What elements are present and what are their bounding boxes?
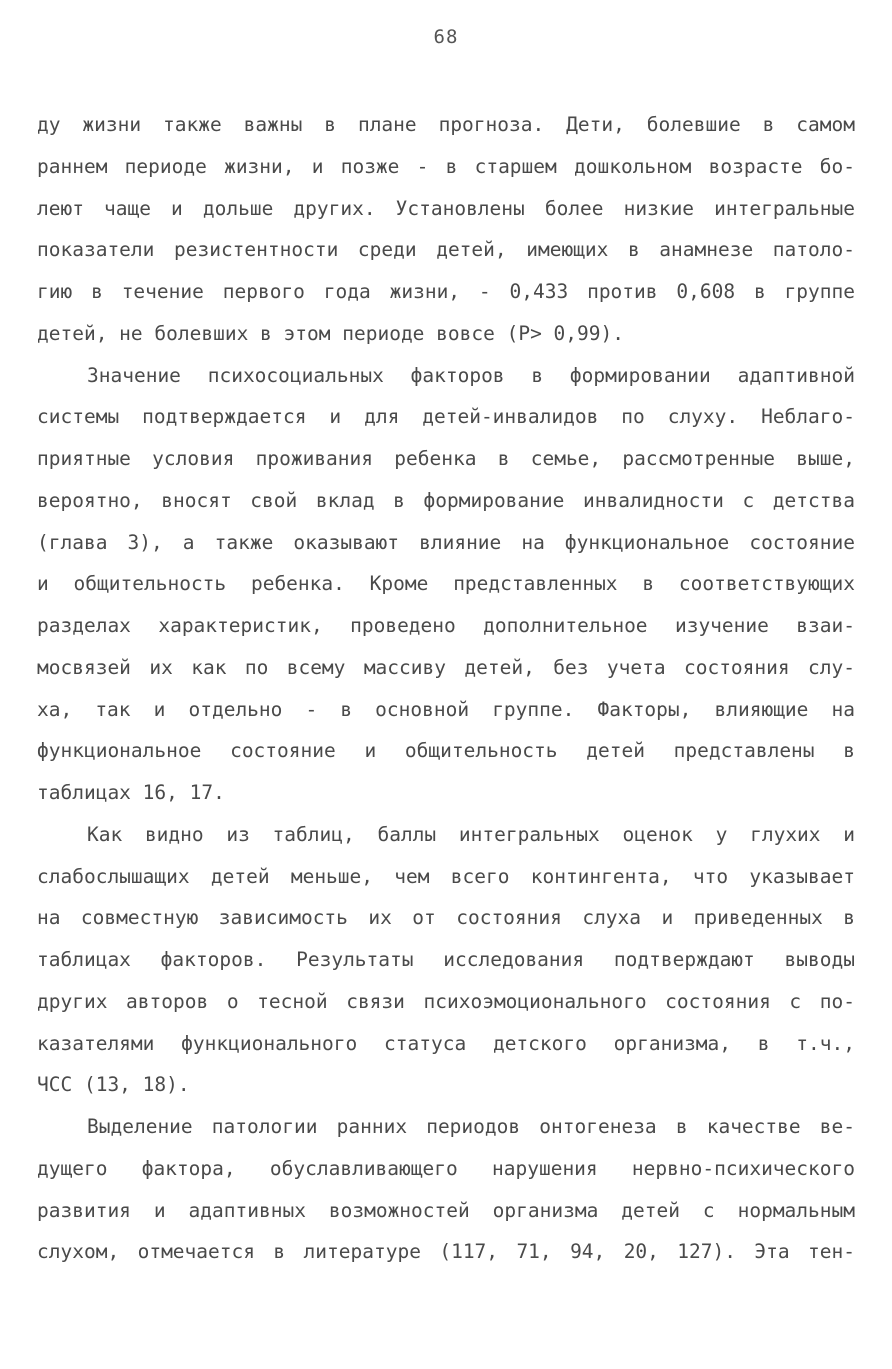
text-line: и общительность ребенка. Кроме представленных в соответствующих [37, 572, 855, 596]
text-line: дущего фактора, обуславливающего нарушения нервно-психического [37, 1156, 855, 1180]
text-line: ЧСС (13, 18). [37, 1073, 190, 1097]
paragraph-start-line: Как видно из таблиц, баллы интегральных оценок у глухих и [87, 822, 855, 846]
text-line: показатели резистентности среди детей, имеющих в анамнезе патоло- [37, 238, 855, 262]
text-line: разделах характеристик, проведено дополнительное изучение взаи- [37, 614, 855, 637]
text-line: функциональное состояние и общительность детей представлены в [37, 739, 855, 763]
text-line: приятные условия проживания ребенка в семье, рассмотренные выше, [37, 447, 855, 470]
text-line: слухом, отмечается в литературе (117, 71, 94, 20, 127). Эта тен- [37, 1240, 855, 1264]
paragraph-start-line: Значение психосоциальных факторов в формировании адаптивной [87, 363, 855, 387]
text-line: на совместную зависимость их от состояния слуха и приведенных в [37, 906, 855, 930]
text-line: детей, не болевших в этом периоде вовсе (Р> 0,99). [37, 321, 624, 345]
text-line: казателями функционального статуса детского организма, в т.ч., [37, 1031, 855, 1055]
text-line: системы подтверждается и для детей-инвалидов по слуху. Неблаго- [37, 405, 855, 429]
text-line: слабослышащих детей меньше, чем всего контингента, что указывает [37, 864, 855, 888]
body-text [37, 104, 855, 1273]
text-line: гию в течение первого года жизни, - 0,433 против 0,608 в группе [37, 280, 855, 303]
text-line: ду жизни также важны в плане прогноза. Дети, болевшие в самом [37, 113, 855, 136]
page-number: 68 [433, 26, 459, 48]
text-line: ха, так и отдельно - в основной группе. Факторы, влияющие на [37, 697, 855, 721]
text-line: раннем периоде жизни, и позже - в старшем дошкольном возрасте бо- [37, 154, 855, 178]
text-line: развития и адаптивных возможностей организма детей с нормальным [37, 1198, 855, 1222]
text-line: других авторов о тесной связи психоэмоционального состояния с по- [37, 989, 855, 1013]
text-line: мосвязей их как по всему массиву детей, без учета состояния слу- [37, 655, 855, 679]
text-line: (глава 3), а также оказывают влияние на функциональное состояние [37, 530, 855, 554]
text-line: таблицах 16, 17. [37, 781, 225, 804]
paragraph-start-line: Выделение патологии ранних периодов онтогенеза в качестве ве- [87, 1115, 855, 1138]
text-line: леют чаще и дольше других. Установлены более низкие интегральные [37, 196, 855, 220]
text-line: вероятно, вносят свой вклад в формирование инвалидности с детства [37, 488, 855, 512]
text-line: таблицах факторов. Результаты исследования подтверждают выводы [37, 948, 855, 971]
